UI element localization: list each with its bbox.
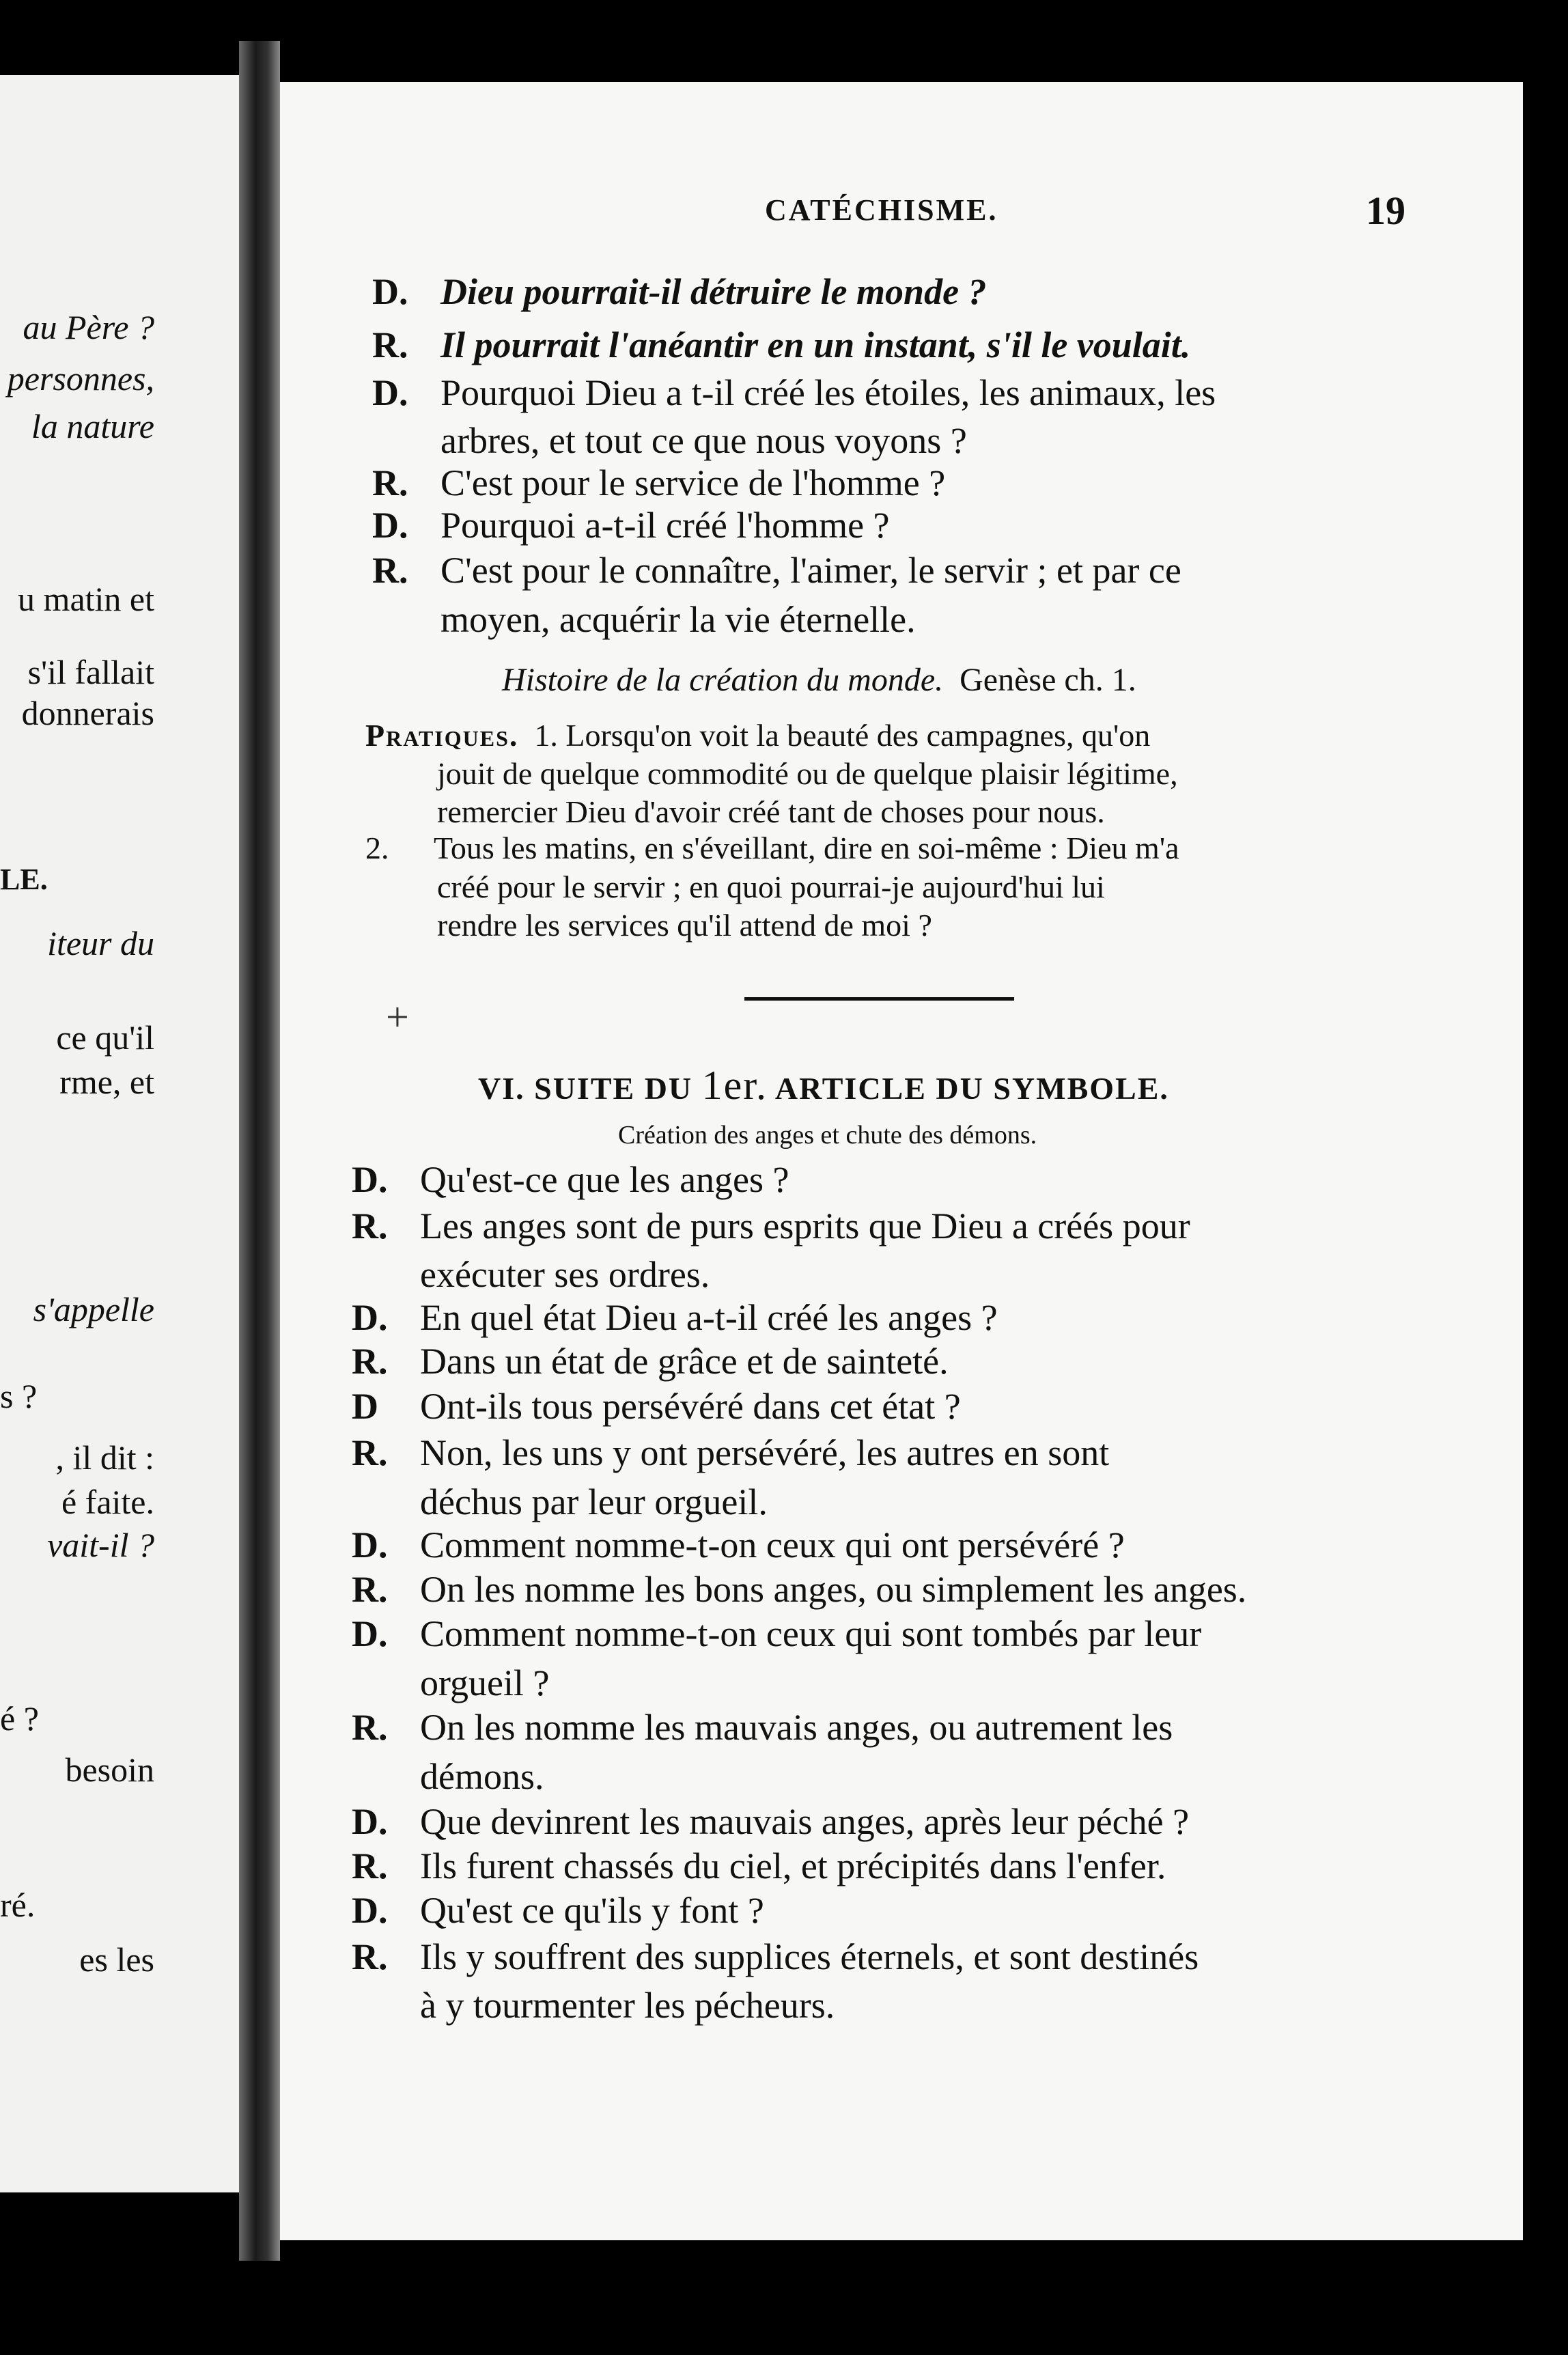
pratiques-line: rendre les services qu'il attend de moi ?	[437, 908, 932, 943]
left-page-line: ce qu'il	[56, 1018, 154, 1057]
qa-label: R.	[372, 324, 408, 365]
left-page-line: besoin	[65, 1751, 154, 1789]
qa-continuation: déchus par leur orgueil.	[420, 1481, 768, 1522]
qa-label: D.	[352, 1297, 388, 1338]
left-page-line: é faite.	[61, 1483, 154, 1521]
qa-continuation: démons.	[420, 1756, 544, 1797]
qa-line	[352, 1388, 961, 1425]
qa-line	[352, 1343, 949, 1380]
left-page-line: u matin et	[18, 580, 154, 618]
qa-line	[352, 1803, 1189, 1840]
left-page-line: , il dit :	[55, 1438, 154, 1477]
page-number: 19	[1366, 189, 1405, 233]
qa-text: C'est pour le service de l'homme ?	[440, 462, 946, 503]
qa-label: R.	[352, 1206, 388, 1246]
qa-text: Pourquoi a-t-il créé l'homme ?	[440, 505, 890, 546]
left-page-line: la nature	[31, 407, 154, 445]
left-page-line: personnes,	[7, 359, 154, 398]
qa-label: R.	[352, 1936, 388, 1977]
qa-text: Il pourrait l'anéantir en un instant, s'il le voulait.	[440, 324, 1191, 365]
qa-text: En quel état Dieu a-t-il créé les anges ?	[420, 1297, 998, 1338]
qa-label: R.	[352, 1707, 388, 1748]
left-page-line: donnerais	[21, 694, 154, 732]
qa-line	[372, 326, 1190, 363]
qa-text: Non, les uns y ont persévéré, les autres en sont	[420, 1432, 1110, 1473]
qa-line	[352, 1615, 1201, 1652]
pratiques-line	[365, 717, 1150, 753]
qa-label: D.	[352, 1890, 388, 1931]
qa-label: R.	[352, 1569, 388, 1610]
left-page-line: es les	[79, 1940, 154, 1979]
pratiques-line: créé pour le servir ; en quoi pourrai-je aujourd'hui lui	[437, 869, 1105, 904]
section-title-suffix: ARTICLE DU SYMBOLE.	[774, 1071, 1169, 1106]
qa-label: D.	[352, 1524, 388, 1565]
section-title-number: 1er.	[701, 1063, 768, 1108]
left-page-line: LE.	[0, 863, 48, 896]
qa-continuation: à y tourmenter les pécheurs.	[420, 1985, 835, 2026]
qa-label: D.	[352, 1801, 388, 1842]
pratiques-text: 1. Lorsqu'on voit la beauté des campagnes, qu'on	[534, 718, 1151, 753]
qa-text: Ont-ils tous persévéré dans cet état ?	[420, 1386, 961, 1427]
left-page-line: vait-il ?	[47, 1526, 154, 1564]
left-page-line: s'appelle	[33, 1290, 154, 1328]
qa-line	[372, 552, 1181, 589]
qa-label: D.	[372, 271, 408, 312]
qa-text: Pourquoi Dieu a t-il créé les étoiles, les animaux, les	[440, 372, 1216, 413]
qa-label: R.	[372, 550, 408, 591]
qa-text: Ils y souffrent des supplices éternels, et sont destinés	[420, 1936, 1199, 1977]
qa-continuation: arbres, et tout ce que nous voyons ?	[440, 420, 967, 461]
running-header: CATÉCHISME.	[765, 193, 998, 227]
qa-line	[352, 1434, 1109, 1471]
left-page-line: é ?	[0, 1699, 39, 1738]
qa-line	[352, 1571, 1246, 1608]
qa-text: Les anges sont de purs esprits que Dieu a créés pour	[420, 1206, 1190, 1246]
qa-line	[372, 464, 945, 501]
qa-line	[372, 507, 890, 544]
qa-text: On les nomme les mauvais anges, ou autrement les	[420, 1707, 1173, 1748]
qa-line	[352, 1299, 998, 1336]
qa-line	[352, 1208, 1190, 1244]
qa-text: C'est pour le connaître, l'aimer, le servir ; et par ce	[440, 550, 1181, 591]
qa-text: Dieu pourrait-il détruire le monde ?	[440, 271, 987, 312]
qa-line	[352, 1709, 1173, 1746]
left-page-line: s'il fallait	[27, 653, 154, 691]
qa-line	[352, 1161, 789, 1198]
qa-text: Comment nomme-t-on ceux qui sont tombés par leur	[420, 1613, 1202, 1654]
qa-label: R.	[352, 1845, 388, 1886]
left-page-line: au Père ?	[23, 308, 154, 346]
qa-label: D.	[372, 372, 408, 413]
qa-text: Ils furent chassés du ciel, et précipités dans l'enfer.	[420, 1845, 1166, 1886]
qa-label: R.	[372, 462, 408, 503]
qa-continuation: moyen, acquérir la vie éternelle.	[440, 599, 916, 640]
qa-line	[372, 374, 1216, 411]
pratiques-line: jouit de quelque commodité ou de quelque plaisir légitime,	[437, 756, 1178, 791]
qa-continuation: exécuter ses ordres.	[420, 1254, 710, 1295]
qa-text: Que devinrent les mauvais anges, après leur péché ?	[420, 1801, 1190, 1842]
qa-text: Comment nomme-t-on ceux qui ont persévéré ?	[420, 1524, 1125, 1565]
qa-text: On les nomme les bons anges, ou simplement les anges.	[420, 1569, 1247, 1610]
pratiques-label: Pratiques.	[365, 718, 519, 753]
qa-label: D.	[372, 505, 408, 546]
qa-label: R.	[352, 1432, 388, 1473]
reference-source: Genèse ch. 1.	[960, 662, 1136, 698]
qa-line	[352, 1938, 1199, 1975]
section-divider	[744, 997, 1014, 1001]
left-page-line: rme, et	[59, 1063, 154, 1101]
qa-continuation: orgueil ?	[420, 1662, 550, 1703]
section-title	[478, 1062, 1169, 1109]
pratiques-line: remercier Dieu d'avoir créé tant de choses pour nous.	[437, 794, 1105, 829]
section-subtitle: Création des anges et chute des démons.	[618, 1121, 1037, 1149]
qa-label: D.	[352, 1613, 388, 1654]
qa-label: R.	[352, 1341, 388, 1382]
reference-line	[502, 661, 1136, 699]
pencil-mark: +	[386, 994, 409, 1040]
qa-text: Qu'est-ce que les anges ?	[420, 1159, 789, 1200]
book-spine	[239, 41, 280, 2261]
qa-label: D.	[352, 1159, 388, 1200]
left-page-line: s ?	[0, 1377, 38, 1415]
qa-text: Dans un état de grâce et de sainteté.	[420, 1341, 949, 1382]
qa-label: D	[352, 1386, 378, 1427]
qa-text: Qu'est ce qu'ils y font ?	[420, 1890, 764, 1931]
qa-line	[372, 273, 987, 310]
reference-title: Histoire de la création du monde.	[502, 662, 944, 698]
left-page-line: iteur du	[47, 924, 154, 962]
pratiques-number: 2.	[365, 831, 389, 865]
pratiques-line: Tous les matins, en s'éveillant, dire en soi-même : Dieu m'a	[434, 831, 1179, 865]
section-title-prefix: VI. SUITE DU	[478, 1071, 693, 1106]
left-page-line: ré.	[0, 1886, 36, 1924]
qa-line	[352, 1845, 1166, 1886]
qa-line	[352, 1524, 1125, 1565]
qa-line	[352, 1892, 764, 1929]
